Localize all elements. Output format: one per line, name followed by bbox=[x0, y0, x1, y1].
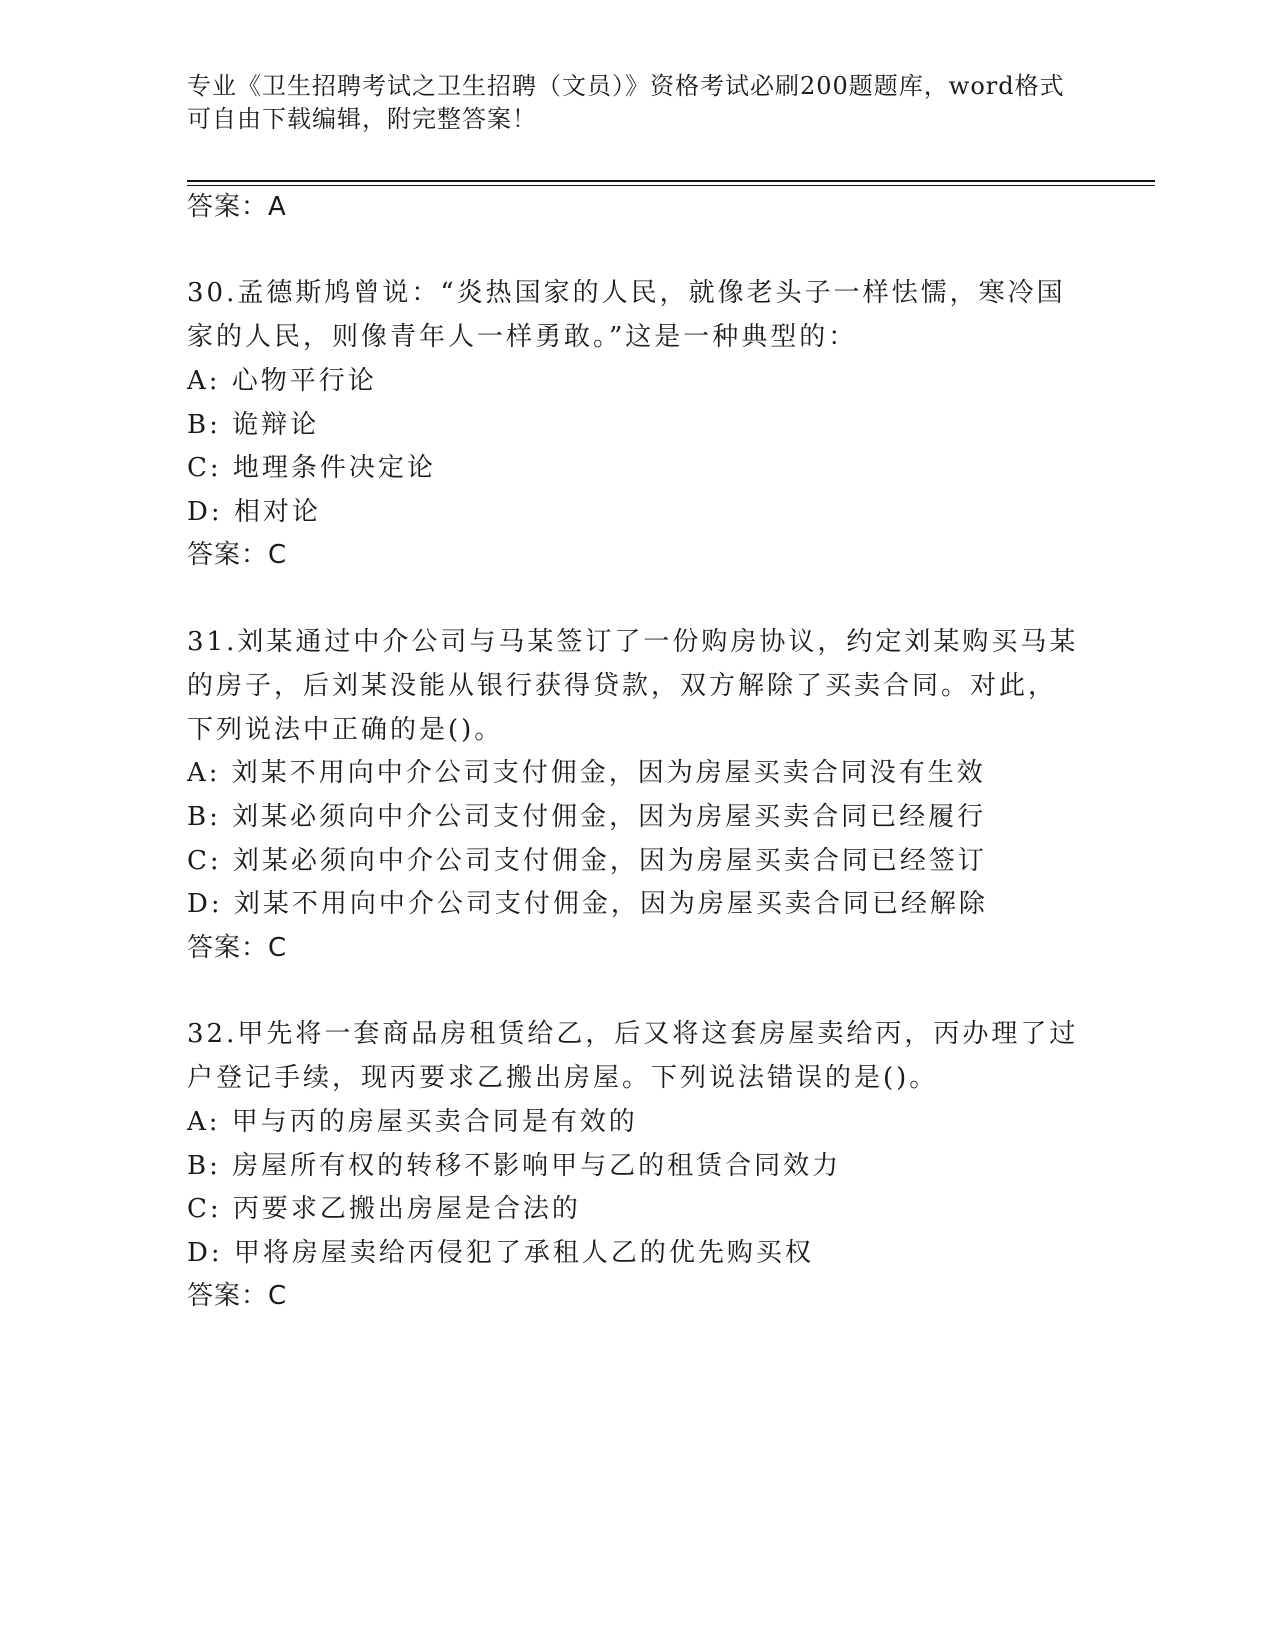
header-line-1: 专业《卫生招聘考试之卫生招聘（文员）》资格考试必刷200题题库，word格式 bbox=[187, 72, 1065, 100]
question-31-stem-line-2: 的房子，后刘某没能从银行获得贷款，双方解除了买卖合同。对此， bbox=[187, 671, 1058, 701]
question-32-option-c: C: 丙要求乙搬出房屋是合法的 bbox=[187, 1194, 581, 1224]
question-30-option-a: A: 心物平行论 bbox=[187, 366, 377, 396]
document-header bbox=[187, 70, 1067, 136]
question-31-option-c: C: 刘某必须向中介公司支付佣金，因为房屋买卖合同已经签订 bbox=[187, 846, 987, 876]
question-31-stem-line-1: 31.刘某通过中介公司与马某签订了一份购房协议，约定刘某购买马某 bbox=[187, 627, 1079, 657]
question-30-stem-line-1: 30.孟德斯鸠曾说：“炎热国家的人民，就像老头子一样怯懦，寒冷国 bbox=[187, 278, 1066, 308]
question-32-stem-line-2: 户登记手续，现丙要求乙搬出房屋。下列说法错误的是()。 bbox=[187, 1063, 939, 1093]
question-30-option-b: B: 诡辩论 bbox=[187, 410, 320, 440]
question-30-option-d: D: 相对论 bbox=[187, 497, 321, 527]
question-32-option-b: B: 房屋所有权的转移不影响甲与乙的租赁合同效力 bbox=[187, 1151, 842, 1181]
question-32-answer: 答案：C bbox=[187, 1281, 288, 1311]
question-32-option-a: A: 甲与丙的房屋买卖合同是有效的 bbox=[187, 1107, 638, 1137]
question-30-option-c: C: 地理条件决定论 bbox=[187, 453, 436, 483]
header-rule-thick bbox=[187, 180, 1155, 182]
previous-answer: 答案：A bbox=[187, 192, 287, 222]
question-31-option-d: D: 刘某不用向中介公司支付佣金，因为房屋买卖合同已经解除 bbox=[187, 889, 988, 919]
question-30-stem-line-2: 家的人民，则像青年人一样勇敢。”这是一种典型的： bbox=[187, 322, 858, 352]
question-30-answer: 答案：C bbox=[187, 540, 288, 570]
question-31-answer: 答案：C bbox=[187, 933, 288, 963]
header-rule-thin bbox=[187, 185, 1155, 186]
question-32-stem-line-1: 32.甲先将一套商品房租赁给乙，后又将这套房屋卖给丙，丙办理了过 bbox=[187, 1019, 1079, 1049]
question-31-option-b: B: 刘某必须向中介公司支付佣金，因为房屋买卖合同已经履行 bbox=[187, 802, 987, 832]
question-31-option-a: A: 刘某不用向中介公司支付佣金，因为房屋买卖合同没有生效 bbox=[187, 758, 986, 788]
question-32-option-d: D: 甲将房屋卖给丙侵犯了承租人乙的优先购买权 bbox=[187, 1238, 814, 1268]
header-line-2: 可自由下载编辑，附完整答案！ bbox=[187, 105, 537, 133]
question-31-stem-line-3: 下列说法中正确的是()。 bbox=[187, 715, 504, 745]
